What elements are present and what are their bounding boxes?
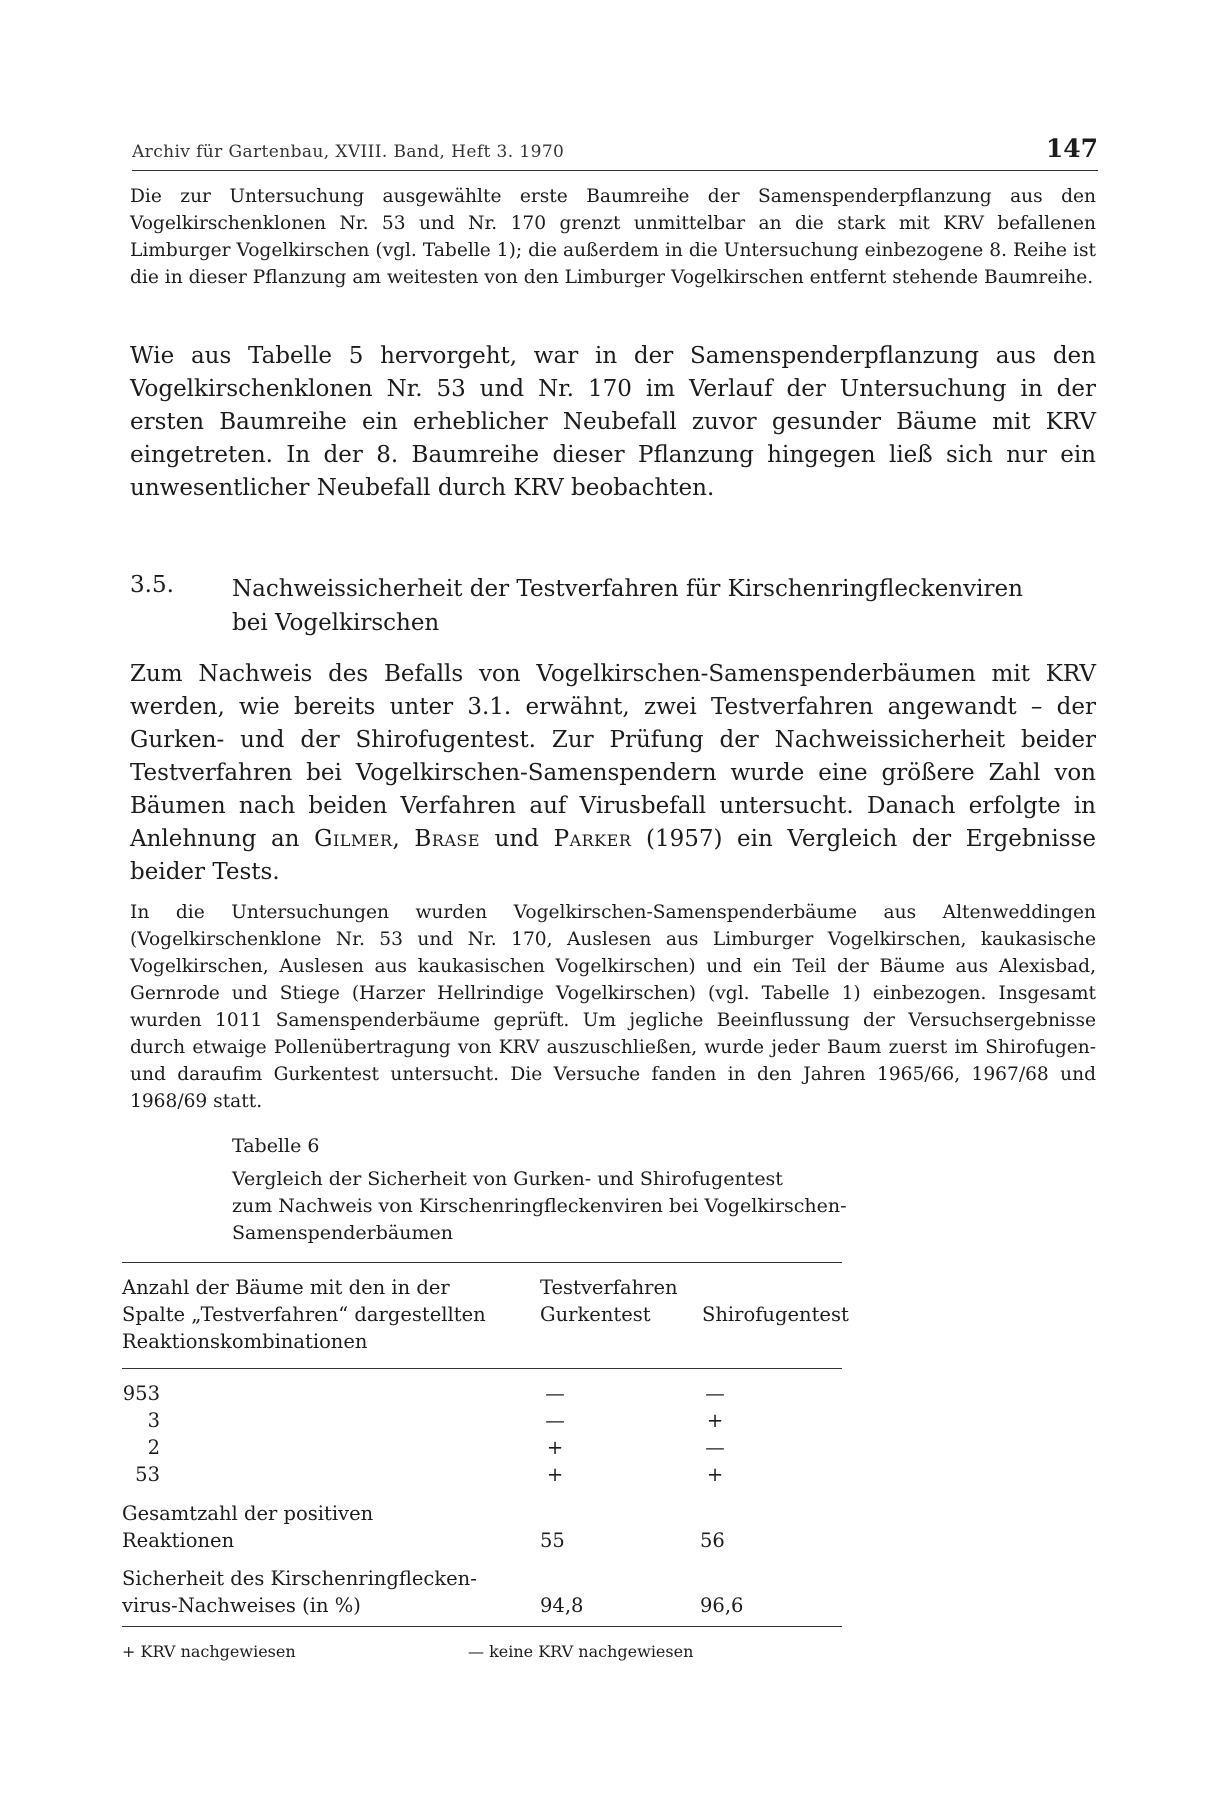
- paragraph-3: [130, 658, 1096, 889]
- table-reliability-label-line-2: virus-Nachweises (in %): [122, 1594, 361, 1617]
- paragraph-3-text-b: (1957) ein Vergleich der Ergebnisse beider Tests.: [130, 826, 1096, 885]
- section-title-line-1: Nachweissicherheit der Testverfahren für Kirschenringfleckenviren: [232, 576, 1023, 602]
- paragraph-3-text-a: Zum Nachweis des Befalls von Vogelkirschen-Samenspenderbäumen mit KRV werden, wie bereits unter 3.1. erwähnt, zwei Testverfahren angewandt – der Gurken- und der Shirofugentest. Zur Prüfung der Nachweissicherheit beider Testverfahren bei Vogelkirschen-Samenspendern wurde eine größere Zahl von Bäumen nach beiden Verfahren auf Virusbefall untersucht. Danach erfolgte in Anlehnung an: [130, 661, 1096, 852]
- table-total-shiro: 56: [700, 1529, 725, 1552]
- table-row-gurken: —: [545, 1409, 565, 1432]
- table-row-count: 53: [135, 1463, 160, 1486]
- author-gilmer: Gilmer: [314, 826, 393, 852]
- author-separator-1: ,: [392, 826, 415, 852]
- table-header-count: [122, 1274, 542, 1355]
- table-header-count-line-1: Anzahl der Bäume mit den in der: [122, 1276, 450, 1299]
- table-header-count-line-2: Spalte „Testverfahren“ dargestellten: [122, 1303, 486, 1326]
- table-row-count: 2: [147, 1436, 160, 1459]
- table-row-gurken: +: [546, 1436, 564, 1459]
- table-top-rule: [122, 1262, 842, 1263]
- table-caption-line-1: Vergleich der Sicherheit von Gurken- und Shirofugentest: [232, 1168, 783, 1190]
- table-total-label: [122, 1500, 542, 1554]
- table-row-shiro: —: [705, 1436, 725, 1459]
- author-separator-2: und: [480, 826, 554, 852]
- journal-citation: Archiv für Gartenbau, XVIII. Band, Heft 3. 1970: [132, 142, 565, 162]
- table-header-gurkentest: Gurkentest: [540, 1303, 651, 1326]
- table-caption-line-2: zum Nachweis von Kirschenringfleckenviren bei Vogelkirschen-: [232, 1195, 847, 1217]
- author-parker: Parker: [553, 826, 632, 852]
- table-header-shirofugentest: Shirofugentest: [702, 1303, 849, 1326]
- table-row-shiro: +: [706, 1463, 724, 1486]
- table-row-count: 953: [122, 1382, 160, 1405]
- footnote-positive: + KRV nachgewiesen: [122, 1642, 296, 1661]
- section-title-line-2: bei Vogelkirschen: [232, 610, 440, 636]
- page-number: 147: [1045, 134, 1098, 163]
- table-reliability-label: [122, 1565, 542, 1619]
- header-rule: [132, 170, 1098, 171]
- table-total-label-line-2: Reaktionen: [122, 1529, 235, 1552]
- footnote-negative: — keine KRV nachgewiesen: [468, 1642, 694, 1661]
- table-bottom-rule: [122, 1626, 842, 1627]
- paragraph-4: In die Untersuchungen wurden Vogelkirschen-Samenspenderbäume aus Altenweddingen (Vogelkirschenklone Nr. 53 und Nr. 170, Auslesen aus Limburger Vogelkirschen, kaukasische Vogelkirschen, Auslesen aus kaukasischen Vogelkirschen) und ein Teil der Bäume aus Alexisbad, Gernrode und Stiege (Harzer Hellrindige Vogelkirschen) (vgl. Tabelle 1) einbezogen. Insgesamt wurden 1011 Samenspenderbäume geprüft. Um jegliche Beeinflussung der Versuchsergebnisse durch etwaige Pollenübertragung von KRV auszuschließen, wurde jeder Baum zuerst im Shirofugen- und daraufim Gurkentest untersucht. Die Versuche fanden in den Jahren 1965/66, 1967/68 und 1968/69 statt.: [130, 902, 1096, 1112]
- table-total-label-line-1: Gesamtzahl der positiven: [122, 1502, 374, 1525]
- table-row-count: 3: [147, 1409, 160, 1432]
- section-title: [232, 572, 1092, 640]
- author-brase: Brase: [414, 826, 481, 852]
- table-caption: [232, 1166, 932, 1247]
- table-reliability-gurken: 94,8: [540, 1594, 584, 1617]
- paragraph-2: Wie aus Tabelle 5 hervorgeht, war in der Samenspenderpflanzung aus den Vogelkirschenklonen Nr. 53 und Nr. 170 im Verlauf der Untersuchung in der ersten Baumreihe ein erheblicher Neubefall zuvor gesunder Bäume mit KRV eingetreten. In der 8. Baumreihe dieser Pflanzung hingegen ließ sich nur ein unwesentlicher Neubefall durch KRV beobachten.: [130, 343, 1096, 501]
- table-header-rule: [122, 1368, 842, 1369]
- table-total-gurken: 55: [540, 1529, 565, 1552]
- table-reliability-shiro: 96,6: [700, 1594, 744, 1617]
- table-label: Tabelle 6: [232, 1135, 320, 1157]
- running-header: [132, 134, 1098, 174]
- table-reliability-label-line-1: Sicherheit des Kirschenringflecken-: [122, 1567, 477, 1590]
- table-row-shiro: —: [705, 1382, 725, 1405]
- table-row-gurken: +: [546, 1463, 564, 1486]
- table-caption-line-3: Samenspenderbäumen: [232, 1222, 453, 1244]
- table-header-testverfahren: Testverfahren: [540, 1276, 678, 1299]
- table-header-count-line-3: Reaktionskombinationen: [122, 1330, 368, 1353]
- section-number: 3.5.: [130, 572, 174, 598]
- table-row-shiro: +: [706, 1409, 724, 1432]
- table-row-gurken: —: [545, 1382, 565, 1405]
- paragraph-1: Die zur Untersuchung ausgewählte erste Baumreihe der Samenspenderpflanzung aus den Vogelkirschenklonen Nr. 53 und Nr. 170 grenzt unmittelbar an die stark mit KRV befallenen Limburger Vogelkirschen (vgl. Tabelle 1); die außerdem in die Untersuchung einbezogene 8. Reihe ist die in dieser Pflanzung am weitesten von den Limburger Vogelkirschen entfernt stehende Baumreihe.: [130, 186, 1096, 288]
